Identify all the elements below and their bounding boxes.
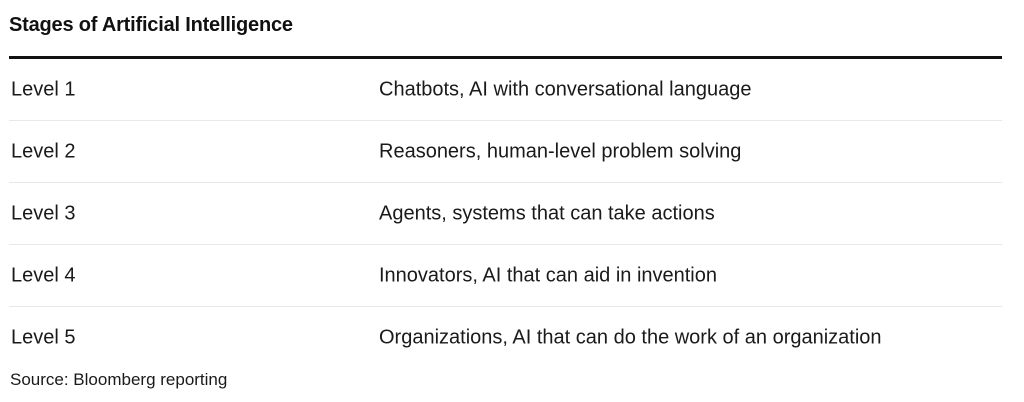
table-row xyxy=(9,245,1002,307)
table-row xyxy=(9,59,1002,121)
description-cell: Innovators, AI that can aid in invention xyxy=(379,264,717,286)
level-cell: Level 4 xyxy=(11,264,76,286)
table-title: Stages of Artificial Intelligence xyxy=(9,14,293,36)
level-cell: Level 1 xyxy=(11,78,76,100)
table-row xyxy=(9,307,1002,368)
description-cell: Chatbots, AI with conversational language xyxy=(379,78,752,100)
level-cell: Level 3 xyxy=(11,202,76,224)
level-cell: Level 2 xyxy=(11,140,76,162)
stages-table xyxy=(9,59,1002,368)
table-row xyxy=(9,121,1002,183)
description-cell: Agents, systems that can take actions xyxy=(379,202,715,224)
description-cell: Reasoners, human-level problem solving xyxy=(379,140,742,162)
level-cell: Level 5 xyxy=(11,326,76,348)
source-note: Source: Bloomberg reporting xyxy=(10,370,228,389)
table-row xyxy=(9,183,1002,245)
description-cell: Organizations, AI that can do the work of an organization xyxy=(379,326,882,348)
